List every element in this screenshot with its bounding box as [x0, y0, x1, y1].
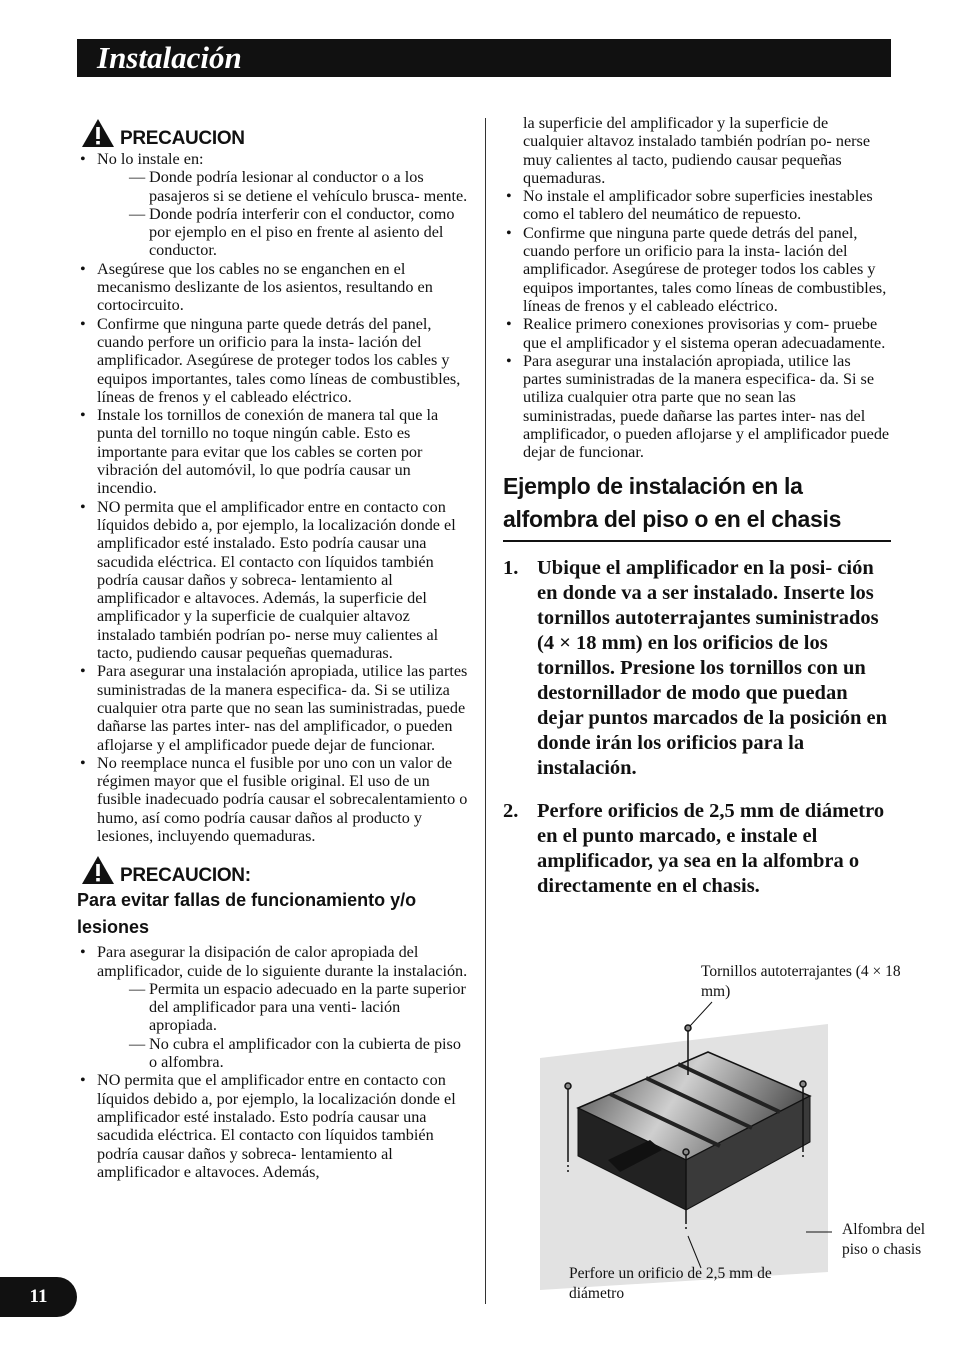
warning-subtitle: Para evitar fallas de funcionamiento y/o lesiones: [77, 890, 417, 938]
bullet-text: Instale los tornillos de conexión de manera tal que la punta del tornillo no toque ningún cable. Esto es importante para evitar que los cables se corten por vibración del automóvil, lo que podría causar un incendio.: [97, 406, 439, 498]
label-drill: Perfore un orificio de 2,5 mm de diámetro: [569, 1265, 772, 1302]
sub-item: — Donde podría interferir con el conductor, como por ejemplo en el piso en frente al asiento del conductor.: [129, 204, 455, 260]
left-column: [77, 118, 469, 1181]
page-number: 11: [29, 1286, 48, 1307]
sub-item: — Permita un espacio adecuado en la parte superior del amplificador para una venti- lación apropiada.: [129, 979, 466, 1035]
bullet-item: [77, 315, 469, 406]
bullet-text: NO permita que el amplificador entre en contacto con líquidos debido a, por ejemplo, la localización donde el amplificador esté instalado. Esto podría causar una sacudida eléctrica. El contacto con líquidos también podría causar daños y sobreca- lentamiento al amplificador e altavoces. Además,: [97, 1071, 456, 1181]
bullet-text: Confirme que ninguna parte quede detrás del panel, cuando perfore un orificio para la insta- lación del amplificador. Asegúrese de proteger todos los cables y equipos importantes, tales como líneas de combustibles, líneas de frenos y el cableado eléctrico.: [97, 314, 461, 406]
bullet-text: No instale el amplificador sobre superficies inestables como el tablero del neumático de repuesto.: [523, 187, 873, 224]
bullet-text: Realice primero conexiones provisorias y com- pruebe que el amplificador y el sistema operan adecuadamente.: [523, 315, 886, 352]
dash-marker: —: [129, 1034, 146, 1053]
warning-heading-2: [81, 855, 469, 885]
step-text: Ubique el amplificador en la posi- ción en donde va a ser instalado. Inserte los tornillos autoterrajantes suministrados (4 × 18 mm) en los orificios de los tornillos. Presione los tornillos con un destornillador de modo que puedan dejar puntos marcados de la posición en donde irán los orificios para la instalación.: [537, 556, 888, 779]
warning-icon: [81, 855, 115, 885]
dash-marker: —: [129, 168, 146, 187]
step-item: [503, 556, 891, 781]
bullet-text: NO permita que el amplificador entre en contacto con líquidos debido a, por ejemplo, la localización donde el amplificador esté instalado. Esto podría causar una sacudida eléctrica. El contacto con líquidos también podría causar daños y sobreca- lentamiento al amplificador e altavoces. Además, la superficie del amplificador y la superficie de cualquier altavoz instalado también podrían po- nerse muy calientes al tacto, pudiendo causar pequeñas quemaduras.: [97, 497, 456, 663]
installation-figure: [538, 960, 938, 1310]
bullet-item: [503, 224, 891, 315]
bullet-item: [77, 406, 469, 497]
bullet-text: No lo instale en:: [97, 150, 204, 168]
warning-icon: [81, 118, 115, 148]
label-floor: Alfombra del piso o chasis: [842, 1221, 926, 1258]
bullet-text: Para asegurar la disipación de calor apropiada del amplificador, cuide de lo siguiente durante la instalación.: [97, 943, 468, 980]
right-bullet-list: [503, 187, 891, 461]
step-item: [503, 799, 891, 899]
page-number-tab: [0, 1277, 77, 1317]
bullet-item: [77, 150, 469, 260]
warning-heading-1: [81, 118, 469, 148]
bullet-item: [503, 352, 891, 462]
header-bar: [77, 39, 891, 77]
bullet-item: [77, 260, 469, 315]
bullet-item: [77, 943, 469, 1071]
bullet-text: No reemplace nunca el fusible por uno con un valor de régimen mayor que el fusible original. El uso de un fusible inadecuado podría causar el sobrecalentamiento o humo, así como podría causar daños al producto y lesiones, incluyendo quemaduras.: [97, 753, 468, 845]
bullet-text: Para asegurar una instalación apropiada, utilice las partes suministradas de la manera especifica- da. Si se utiliza cualquier otra parte que no sean las suministradas, puede dañarse las partes inter- nas del amplificador, o pueden aflojarse y el amplificador puede dejar de funcionar.: [523, 351, 890, 462]
sub-item: — No cubra el amplificador con la cubierta de piso o alfombra.: [129, 1034, 461, 1072]
bullet-item: [503, 315, 891, 352]
leader-screws: [690, 1002, 712, 1026]
dash-marker: —: [129, 979, 146, 998]
bullet-text: Para asegurar una instalación apropiada, utilice las partes suministradas de la manera especifica- da. Si se utiliza cualquier otra parte que no sean las suministradas, puede dañarse las partes inter- nas del amplificador, o pueden aflojarse y el amplificador puede dejar de funcionar.: [97, 662, 468, 754]
bullet-item: [503, 187, 891, 224]
bullet-item: [77, 1071, 469, 1181]
sub-item: — Donde podría lesionar al conductor o a los pasajeros si se detiene el vehículo brusca- mente.: [129, 168, 468, 205]
dash-marker: —: [129, 204, 146, 223]
section-title: Ejemplo de instalación en la alfombra del piso o en el chasis: [503, 470, 891, 542]
bullet-item: [77, 754, 469, 845]
continued-text: la superficie del amplificador y la superficie de cualquier altavoz instalado también podrían po- nerse muy calientes al tacto, pudiendo causar pequeñas quemaduras.: [523, 114, 871, 187]
bullet-text: Asegúrese que los cables no se enganchen en el mecanismo deslizante de los asientos, resultando en cortocircuito.: [97, 259, 433, 315]
step-text: Perfore orificios de 2,5 mm de diámetro en el punto marcado, e instale el amplificador, ya sea en la alfombra o directamente en el chasis.: [537, 799, 885, 897]
column-divider: [485, 118, 486, 1304]
warning-list-2: [77, 943, 469, 1181]
warning-list-1: [77, 150, 469, 845]
steps-list: [503, 556, 891, 899]
step-number: 1.: [503, 556, 519, 579]
bullet-item: [77, 662, 469, 753]
right-column: [503, 114, 891, 899]
bullet-item: [77, 498, 469, 663]
step-number: 2.: [503, 799, 519, 822]
page-title: Instalación: [97, 40, 242, 75]
label-screws: Tornillos autoterrajantes (4 × 18 mm): [701, 963, 901, 1000]
warning-title: PRECAUCION: [120, 127, 245, 149]
warning-title: PRECAUCION:: [120, 865, 251, 887]
bullet-text: Confirme que ninguna parte quede detrás del panel, cuando perfore un orificio para la insta- lación del amplificador. Asegúrese de proteger todos los cables y equipos importantes, tales como líneas de combustibles, líneas de frenos y el cableado eléctrico.: [523, 223, 887, 315]
